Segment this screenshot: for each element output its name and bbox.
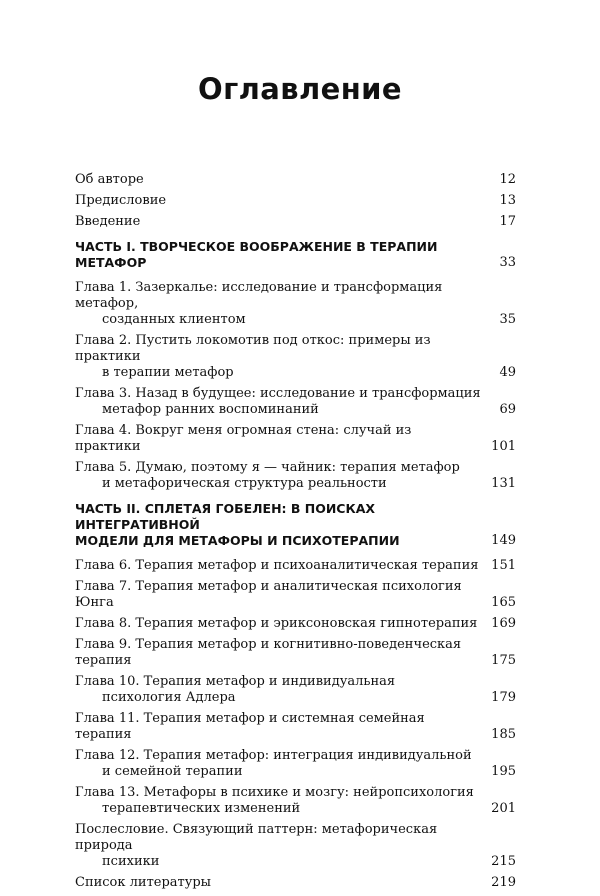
toc-entry-title: [75, 333, 499, 381]
toc-entry-title: [75, 822, 491, 870]
toc-entry-title: [75, 785, 491, 817]
toc-entry-line: Глава 8. Терапия метафор и эриксоновская гипнотерапия: [75, 616, 478, 631]
toc-chapter-1: [75, 280, 516, 328]
toc-entry-line: Глава 13. Метафоры в психике и мозгу: нейропсихология: [75, 785, 474, 800]
toc-entry-title: [75, 674, 491, 706]
toc-entry-line: Список литературы: [75, 875, 212, 890]
toc-page-number: 175: [491, 653, 516, 668]
toc-entry-title: [75, 172, 499, 188]
toc-entry-title: [75, 193, 499, 209]
toc-chapter-2: [75, 333, 516, 381]
toc-entry-line: МОДЕЛИ ДЛЯ МЕТАФОРЫ И ПСИХОТЕРАПИИ: [75, 533, 400, 548]
toc-page-number: 201: [491, 801, 516, 816]
toc-chapter-6: [75, 558, 516, 574]
toc-chapter-8: [75, 616, 516, 632]
toc-page-number: 17: [499, 214, 516, 229]
toc-entry-line: Глава 12. Терапия метафор: интеграция индивидуальной: [75, 748, 472, 763]
toc-entry-line: Глава 10. Терапия метафор и индивидуальная: [75, 674, 396, 689]
toc-chapter-3: [75, 386, 516, 418]
toc-entry-title: [75, 711, 491, 743]
toc-entry-line: Глава 3. Назад в будущее: исследование и трансформация: [75, 386, 481, 401]
toc-entry-line: Введение: [75, 214, 141, 229]
toc-page-number: 131: [491, 476, 516, 491]
toc-entry-title: [75, 748, 491, 780]
toc-part-title: [75, 239, 499, 271]
toc-entry-bibliography: [75, 875, 516, 891]
toc-chapter-10: [75, 674, 516, 706]
toc-entry-preface: [75, 193, 516, 209]
toc-entry-title: [75, 460, 491, 492]
toc-page-number: 13: [499, 193, 516, 208]
toc-chapter-13: [75, 785, 516, 817]
toc-page-number: 165: [491, 595, 516, 610]
toc-entry-about-author: [75, 172, 516, 188]
toc-entry-title: [75, 875, 491, 891]
toc-chapter-12: [75, 748, 516, 780]
toc-chapter-9: [75, 637, 516, 669]
toc-entry-line: Глава 6. Терапия метафор и психоаналитическая терапия: [75, 558, 479, 573]
toc-page-number: 12: [499, 172, 516, 187]
toc-entry-line: созданных клиентом: [102, 312, 246, 327]
toc-entry-title: [75, 214, 499, 230]
toc-page-number: 69: [499, 402, 516, 417]
toc-entry-introduction: [75, 214, 516, 230]
toc-entry-line: Глава 5. Думаю, поэтому я — чайник: терапия метафор: [75, 460, 460, 475]
toc-entry-afterword: [75, 822, 516, 870]
toc-entry-line: ЧАСТЬ II. СПЛЕТАЯ ГОБЕЛЕН: В ПОИСКАХ ИНТЕГРАТИВНОЙ: [75, 501, 376, 532]
toc-chapter-7: [75, 579, 516, 611]
toc-page-number: 215: [491, 854, 516, 869]
toc-chapter-11: [75, 711, 516, 743]
toc-chapter-4: [75, 423, 516, 455]
toc-entry-line: Глава 9. Терапия метафор и когнитивно-поведенческая терапия: [75, 637, 462, 668]
toc-entry-title: [75, 280, 499, 328]
table-of-contents: [75, 172, 516, 896]
toc-page-number: 195: [491, 764, 516, 779]
toc-entry-title: [75, 579, 491, 611]
toc-entry-title: [75, 423, 491, 455]
toc-entry-line: в терапии метафор: [102, 365, 234, 380]
toc-page-number: 151: [491, 558, 516, 573]
toc-entry-line: Об авторе: [75, 172, 144, 187]
toc-page-number: 149: [491, 533, 516, 548]
toc-chapter-5: [75, 460, 516, 492]
toc-entry-line: Предисловие: [75, 193, 167, 208]
toc-page-number: 35: [499, 312, 516, 327]
toc-entry-title: [75, 637, 491, 669]
toc-entry-line: и метафорическая структура реальности: [102, 476, 387, 491]
toc-entry-line: терапевтических изменений: [102, 801, 301, 816]
toc-page-number: 49: [499, 365, 516, 380]
toc-part-1: [75, 239, 516, 271]
toc-entry-line: Глава 2. Пустить локомотив под откос: примеры из практики: [75, 333, 431, 364]
toc-part-title: [75, 501, 491, 549]
toc-entry-line: Глава 11. Терапия метафор и системная семейная терапия: [75, 711, 425, 742]
toc-page-number: 169: [491, 616, 516, 631]
toc-part-2: [75, 501, 516, 549]
toc-entry-title: [75, 616, 491, 632]
toc-entry-line: ЧАСТЬ I. ТВОРЧЕСКОЕ ВООБРАЖЕНИЕ В ТЕРАПИИ МЕТАФОР: [75, 239, 438, 270]
toc-entry-line: психология Адлера: [102, 690, 236, 705]
page-title: Оглавление: [198, 72, 402, 106]
toc-entry-line: Глава 1. Зазеркалье: исследование и трансформация метафор,: [75, 280, 443, 311]
toc-entry-line: метафор ранних воспоминаний: [102, 402, 319, 417]
toc-entry-line: психики: [102, 854, 160, 869]
toc-entry-line: Глава 4. Вокруг меня огромная стена: случай из практики: [75, 423, 412, 454]
toc-entry-line: Глава 7. Терапия метафор и аналитическая психология Юнга: [75, 579, 462, 610]
toc-page-number: 179: [491, 690, 516, 705]
toc-entry-title: [75, 558, 491, 574]
toc-page-number: 33: [499, 255, 516, 270]
toc-entry-line: и семейной терапии: [102, 764, 243, 779]
toc-page-number: 185: [491, 727, 516, 742]
toc-entry-title: [75, 386, 499, 418]
toc-entry-line: Послесловие. Связующий паттерн: метафорическая природа: [75, 822, 438, 853]
toc-page-number: 101: [491, 439, 516, 454]
toc-page-number: 219: [491, 875, 516, 890]
